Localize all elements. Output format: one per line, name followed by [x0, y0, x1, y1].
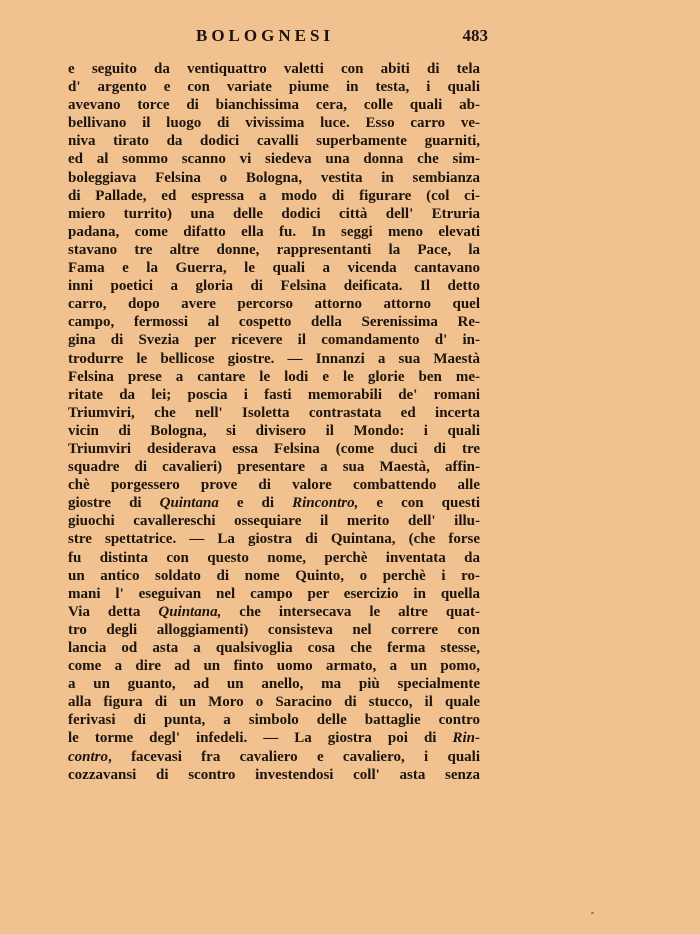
- text-line: [68, 766, 480, 784]
- text-segment: gina di Svezia per ricevere il comandamento d' in-: [68, 332, 480, 349]
- text-line: [68, 331, 480, 349]
- text-line: [68, 313, 480, 331]
- text-segment: campo, fermossi al cospetto della Serenissima Re-: [68, 314, 480, 331]
- text-line: [68, 549, 480, 567]
- text-line: [68, 494, 480, 512]
- text-line: [68, 205, 480, 223]
- text-segment: alla figura di un Moro o Saracino di stucco, il quale: [68, 694, 480, 711]
- text-segment: che intersecava le altre quat-: [221, 603, 480, 620]
- text-segment: vicin di Bologna, si divisero il Mondo: i quali: [68, 422, 480, 439]
- text-segment: bellivano il luogo di vivissima luce. Esso carro ve-: [68, 115, 480, 132]
- text-line: [68, 675, 480, 693]
- text-segment: stavano tre altre donne, rappresentanti la Pace, la: [68, 241, 480, 258]
- text-segment: miero turrito) una delle dodici città dell' Etruria: [68, 205, 480, 222]
- text-line: [68, 241, 480, 259]
- text-segment: d' argento e con variate piume in testa, i quali: [68, 79, 480, 96]
- text-line: [68, 440, 480, 458]
- text-segment: un antico soldato di nome Quinto, o perchè i ro-: [68, 567, 480, 584]
- text-line: [68, 530, 480, 548]
- text-segment: carro, dopo avere percorso attorno attorno quel: [68, 296, 480, 313]
- text-segment: chè porgessero prove di valore combattendo alle: [68, 477, 480, 494]
- text-segment: avevano torce di bianchissima cera, colle quali ab-: [68, 97, 480, 114]
- running-title: BOLOGNESI: [196, 26, 335, 45]
- paper-speck: [591, 912, 594, 914]
- text-line: [68, 96, 480, 114]
- text-line: [68, 693, 480, 711]
- text-line: [68, 259, 480, 277]
- text-line: [68, 78, 480, 96]
- text-segment: lancia od asta a qualsivoglia cosa che ferma stesse,: [68, 640, 480, 656]
- text-segment: stre spettatrice. — La giostra di Quintana, (che forse: [68, 531, 480, 548]
- text-line: [68, 748, 480, 766]
- text-line: [68, 150, 480, 168]
- text-line: [68, 639, 480, 657]
- text-line: [68, 368, 480, 386]
- text-line: [68, 60, 480, 78]
- text-segment: inni poetici a gloria di Felsina deificata. Il detto: [68, 278, 480, 295]
- text-line: [68, 567, 480, 585]
- text-segment: Fama e la Guerra, le quali a vicenda cantavano: [68, 260, 480, 277]
- text-line: [68, 404, 480, 422]
- text-segment: fu distinta con questo nome, perchè inventata da: [68, 549, 480, 566]
- text-segment: Triumviri desiderava essa Felsina (come duci di tre: [68, 440, 480, 457]
- italic-term: contro: [68, 748, 109, 765]
- text-segment: e seguito da ventiquattro valetti con abiti di tela: [68, 61, 480, 77]
- text-line: [68, 132, 480, 150]
- text-line: [68, 386, 480, 404]
- text-line: [68, 422, 480, 440]
- text-segment: mani l' eseguivan nel campo per esercizio in quella: [68, 585, 480, 602]
- text-line: [68, 657, 480, 675]
- text-segment: squadre di cavalieri) presentare a sua Maestà, affin-: [68, 459, 480, 476]
- text-line: [68, 476, 480, 494]
- text-line: [68, 169, 480, 187]
- text-segment: le torme degl' infedeli. — La giostra poi di: [68, 730, 453, 747]
- page-number: 483: [462, 26, 488, 45]
- text-line: [68, 223, 480, 241]
- text-line: [68, 458, 480, 476]
- body-text: [68, 60, 480, 784]
- text-segment: boleggiava Felsina o Bologna, vestita in sembianza: [68, 169, 480, 186]
- text-segment: Via detta: [68, 603, 159, 620]
- text-segment: ritate da lei; poscia i fasti memorabili de' romani: [68, 386, 480, 403]
- text-segment: a un guanto, ad un anello, ma più specialmente: [68, 676, 480, 693]
- italic-term: Quintana: [159, 495, 219, 512]
- text-segment: Felsina prese a cantare le lodi e le glorie ben me-: [68, 368, 480, 385]
- text-segment: come a dire ad un finto uomo armato, a un pomo,: [68, 658, 480, 675]
- page-header: [68, 26, 488, 52]
- text-segment: tro degli alloggiamenti) consisteva nel correre con: [68, 621, 480, 638]
- text-segment: di Pallade, ed espressa a modo di figurare (col ci-: [68, 187, 480, 204]
- text-segment: giuochi cavallereschi ossequiare il merito dell' illu-: [68, 513, 480, 530]
- text-segment: Triumviri, che nell' Isoletta contrastata ed incerta: [68, 404, 480, 421]
- text-segment: e con questi: [358, 495, 480, 512]
- text-segment: giostre di: [68, 495, 160, 512]
- text-line: [68, 114, 480, 132]
- text-line: [68, 512, 480, 530]
- text-segment: trodurre le bellicose giostre. — Innanzi a sua Maestà: [68, 350, 480, 367]
- text-line: [68, 277, 480, 295]
- text-segment: cozzavansi di scontro investendosi coll' asta senza: [68, 766, 480, 783]
- text-segment: , facevasi fra cavaliero e cavaliero, i quali: [108, 748, 480, 765]
- text-line: [68, 621, 480, 639]
- italic-term: Quintana,: [158, 603, 222, 620]
- text-segment: padana, come difatto ella fu. In seggi meno elevati: [68, 223, 480, 240]
- text-line: [68, 603, 480, 621]
- italic-term: Rincontro,: [292, 495, 359, 512]
- text-line: [68, 585, 480, 603]
- text-line: [68, 729, 480, 747]
- text-segment: niva tirato da dodici cavalli superbamente guarniti,: [68, 133, 480, 150]
- text-segment: ed al sommo scanno vi siedeva una donna che sim-: [68, 151, 480, 168]
- italic-term: Rin-: [452, 730, 480, 747]
- text-line: [68, 187, 480, 205]
- text-line: [68, 711, 480, 729]
- text-segment: ferivasi di punta, a simbolo delle battaglie contro: [68, 712, 480, 729]
- text-line: [68, 295, 480, 313]
- text-segment: e di: [218, 495, 293, 512]
- text-line: [68, 350, 480, 368]
